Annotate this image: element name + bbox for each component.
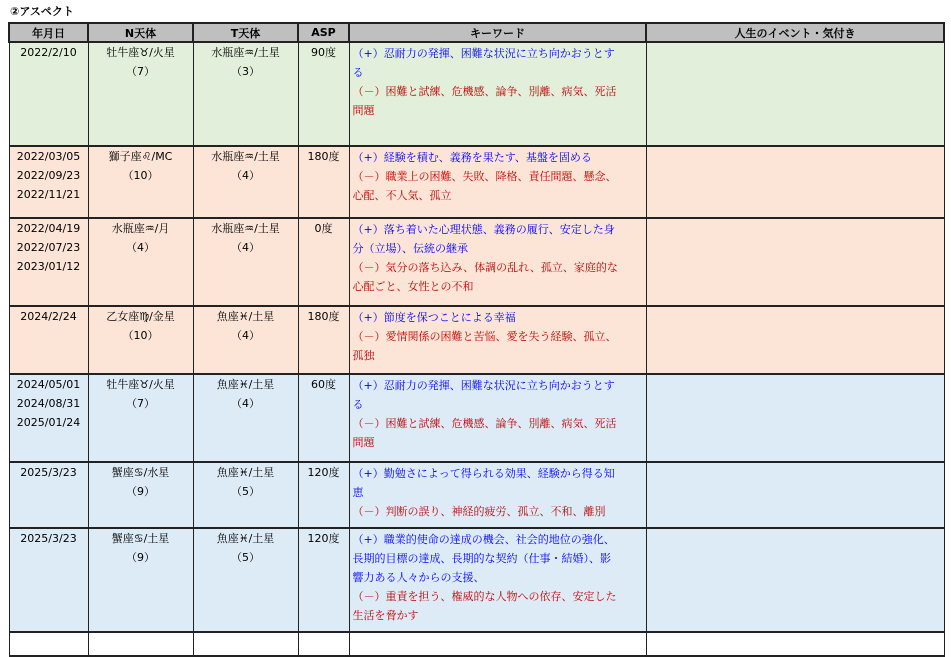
date-cell[interactable]	[9, 42, 88, 146]
events-cell[interactable]	[646, 146, 944, 218]
n-planet-cell[interactable]	[88, 146, 193, 218]
keyword-cell[interactable]	[349, 218, 646, 306]
asp-cell[interactable]	[298, 374, 349, 462]
date-value: 2024/05/01	[16, 378, 81, 391]
keyword-cell[interactable]	[349, 306, 646, 374]
events-cell[interactable]	[646, 218, 944, 306]
keyword-negative: 生活を脅かす	[352, 609, 419, 622]
asp-value: 120度	[307, 466, 340, 479]
keyword-cell[interactable]	[349, 146, 646, 218]
t-planet: 水瓶座♒/土星	[211, 46, 280, 59]
aspect-table	[8, 22, 945, 657]
keyword-positive: 分（立場）、伝統の継承	[352, 242, 468, 255]
header-date: 年月日	[9, 23, 88, 42]
asp-cell[interactable]	[298, 218, 349, 306]
t-planet: 魚座♓/土星	[216, 310, 275, 323]
n-house: （7）	[126, 65, 155, 78]
n-planet: 牡牛座♉/火星	[106, 46, 175, 59]
keyword-positive: （+）落ち着いた心理状態、義務の履行、安定した身	[352, 223, 615, 236]
t-house: （4）	[231, 329, 260, 342]
keyword-negative: （－）判断の誤り、神経的疲労、孤立、不和、離別	[352, 505, 606, 518]
keyword-positive: る	[352, 66, 364, 79]
date-value: 2025/3/23	[20, 532, 77, 545]
events-cell[interactable]	[646, 462, 944, 528]
table-row	[9, 528, 944, 632]
empty-cell[interactable]	[349, 632, 646, 656]
events-cell[interactable]	[646, 374, 944, 462]
keyword-positive: （+）忍耐力の発揮、困難な状況に立ち向かおうとす	[352, 379, 615, 392]
asp-cell[interactable]	[298, 306, 349, 374]
t-planet: 魚座♓/土星	[216, 466, 275, 479]
t-planet: 水瓶座♒/土星	[211, 222, 280, 235]
t-planet-cell[interactable]	[193, 462, 298, 528]
asp-value: 0度	[314, 222, 333, 235]
n-house: （10）	[122, 169, 159, 182]
t-planet: 魚座♓/土星	[216, 532, 275, 545]
asp-value: 120度	[307, 532, 340, 545]
n-planet: 乙女座♍/金星	[106, 310, 175, 323]
keyword-negative: 問題	[352, 104, 375, 117]
keyword-negative: （－）愛情関係の困難と苦悩、愛を失う経験、孤立、	[352, 330, 617, 343]
keyword-positive: （+）節度を保つことによる幸福	[352, 311, 516, 324]
keyword-cell[interactable]	[349, 374, 646, 462]
t-house: （4）	[231, 241, 260, 254]
asp-cell[interactable]	[298, 528, 349, 632]
n-house: （10）	[122, 329, 159, 342]
empty-cell[interactable]	[193, 632, 298, 656]
n-planet: 獅子座♌/MC	[108, 150, 173, 163]
header-keyword: キーワード	[349, 23, 646, 42]
table-row	[9, 306, 944, 374]
keyword-positive: （+）職業的使命の達成の機会、社会的地位の強化、	[352, 533, 615, 546]
n-house: （9）	[126, 551, 155, 564]
n-house: （9）	[126, 485, 155, 498]
asp-value: 90度	[311, 46, 336, 59]
n-planet: 牡牛座♉/火星	[106, 378, 175, 391]
header-t-planet: T天体	[193, 23, 298, 42]
keyword-negative: （－）重責を担う、権威的な人物への依存、安定した	[352, 590, 617, 603]
date-value: 2022/11/21	[16, 188, 81, 201]
keyword-positive: （+）勤勉さによって得られる効果、経験から得る知	[352, 467, 615, 480]
table-row	[9, 146, 944, 218]
t-house: （5）	[231, 485, 260, 498]
events-cell[interactable]	[646, 42, 944, 146]
n-planet-cell[interactable]	[88, 528, 193, 632]
table-row	[9, 42, 944, 146]
keyword-positive: （+）経験を積む、義務を果たす、基盤を固める	[352, 151, 592, 164]
t-house: （4）	[231, 169, 260, 182]
n-planet-cell[interactable]	[88, 306, 193, 374]
t-planet-cell[interactable]	[193, 528, 298, 632]
date-value: 2022/09/23	[16, 169, 81, 182]
n-planet-cell[interactable]	[88, 42, 193, 146]
keyword-cell[interactable]	[349, 42, 646, 146]
table-row-empty	[9, 632, 944, 656]
empty-cell[interactable]	[9, 632, 88, 656]
keyword-negative: 心配、不人気、孤立	[352, 189, 452, 202]
keyword-cell[interactable]	[349, 528, 646, 632]
date-cell[interactable]	[9, 146, 88, 218]
header-n-planet: N天体	[88, 23, 193, 42]
keyword-positive: （+）忍耐力の発揮、困難な状況に立ち向かおうとす	[352, 47, 615, 60]
t-house: （5）	[231, 551, 260, 564]
n-planet-cell[interactable]	[88, 374, 193, 462]
n-planet-cell[interactable]	[88, 218, 193, 306]
asp-cell[interactable]	[298, 42, 349, 146]
keyword-negative: （－）気分の落ち込み、体調の乱れ、孤立、家庭的な	[352, 261, 618, 274]
n-planet: 蟹座♋/土星	[111, 532, 170, 545]
header-events: 人生のイベント・気付き	[646, 23, 944, 42]
t-house: （4）	[231, 397, 260, 410]
keyword-negative: 孤独	[352, 349, 375, 362]
date-value: 2024/08/31	[16, 397, 81, 410]
n-planet-cell[interactable]	[88, 462, 193, 528]
empty-cell[interactable]	[646, 632, 944, 656]
t-planet: 水瓶座♒/土星	[211, 150, 280, 163]
section-title: ②アスペクト	[10, 5, 74, 18]
empty-cell[interactable]	[298, 632, 349, 656]
t-planet-cell[interactable]	[193, 146, 298, 218]
n-house: （4）	[126, 241, 155, 254]
header-asp: ASP	[298, 23, 349, 42]
date-cell[interactable]	[9, 306, 88, 374]
keyword-negative: （－）困難と試練、危機感、論争、別離、病気、死活	[352, 417, 617, 430]
asp-value: 180度	[307, 310, 340, 323]
table-row	[9, 374, 944, 462]
date-value: 2023/01/12	[16, 260, 81, 273]
keyword-negative: 問題	[352, 436, 375, 449]
t-planet-cell[interactable]	[193, 42, 298, 146]
date-value: 2024/2/24	[20, 310, 77, 323]
events-cell[interactable]	[646, 528, 944, 632]
keyword-positive: 恵	[352, 486, 364, 499]
keyword-negative: （－）職業上の困難、失敗、降格、責任問題、懸念、	[352, 170, 617, 183]
empty-cell[interactable]	[88, 632, 193, 656]
header-row	[9, 23, 944, 42]
keyword-positive: 響力ある人々からの支援、	[352, 571, 485, 584]
keyword-negative: 心配ごと、女性との不和	[352, 280, 474, 293]
date-value: 2022/07/23	[16, 241, 81, 254]
t-planet-cell[interactable]	[193, 218, 298, 306]
date-value: 2022/03/05	[16, 150, 81, 163]
asp-value: 180度	[307, 150, 340, 163]
t-planet: 魚座♓/土星	[216, 378, 275, 391]
t-planet-cell[interactable]	[193, 374, 298, 462]
asp-cell[interactable]	[298, 146, 349, 218]
t-house: （3）	[231, 65, 260, 78]
n-planet: 蟹座♋/水星	[111, 466, 170, 479]
date-cell[interactable]	[9, 528, 88, 632]
table-row	[9, 462, 944, 528]
keyword-negative: （－）困難と試練、危機感、論争、別離、病気、死活	[352, 85, 617, 98]
keyword-positive: る	[352, 398, 364, 411]
table-row	[9, 218, 944, 306]
date-value: 2022/2/10	[20, 46, 77, 59]
date-cell[interactable]	[9, 374, 88, 462]
date-value: 2025/3/23	[20, 466, 77, 479]
date-cell[interactable]	[9, 462, 88, 528]
events-cell[interactable]	[646, 306, 944, 374]
keyword-positive: 長期的目標の達成、長期的な契約（仕事・結婚）、影	[352, 552, 611, 565]
asp-value: 60度	[311, 378, 336, 391]
n-house: （7）	[126, 397, 155, 410]
n-planet: 水瓶座♒/月	[111, 222, 170, 235]
date-value: 2022/04/19	[16, 222, 81, 235]
keyword-cell[interactable]	[349, 462, 646, 528]
asp-cell[interactable]	[298, 462, 349, 528]
date-cell[interactable]	[9, 218, 88, 306]
date-value: 2025/01/24	[16, 416, 81, 429]
t-planet-cell[interactable]	[193, 306, 298, 374]
